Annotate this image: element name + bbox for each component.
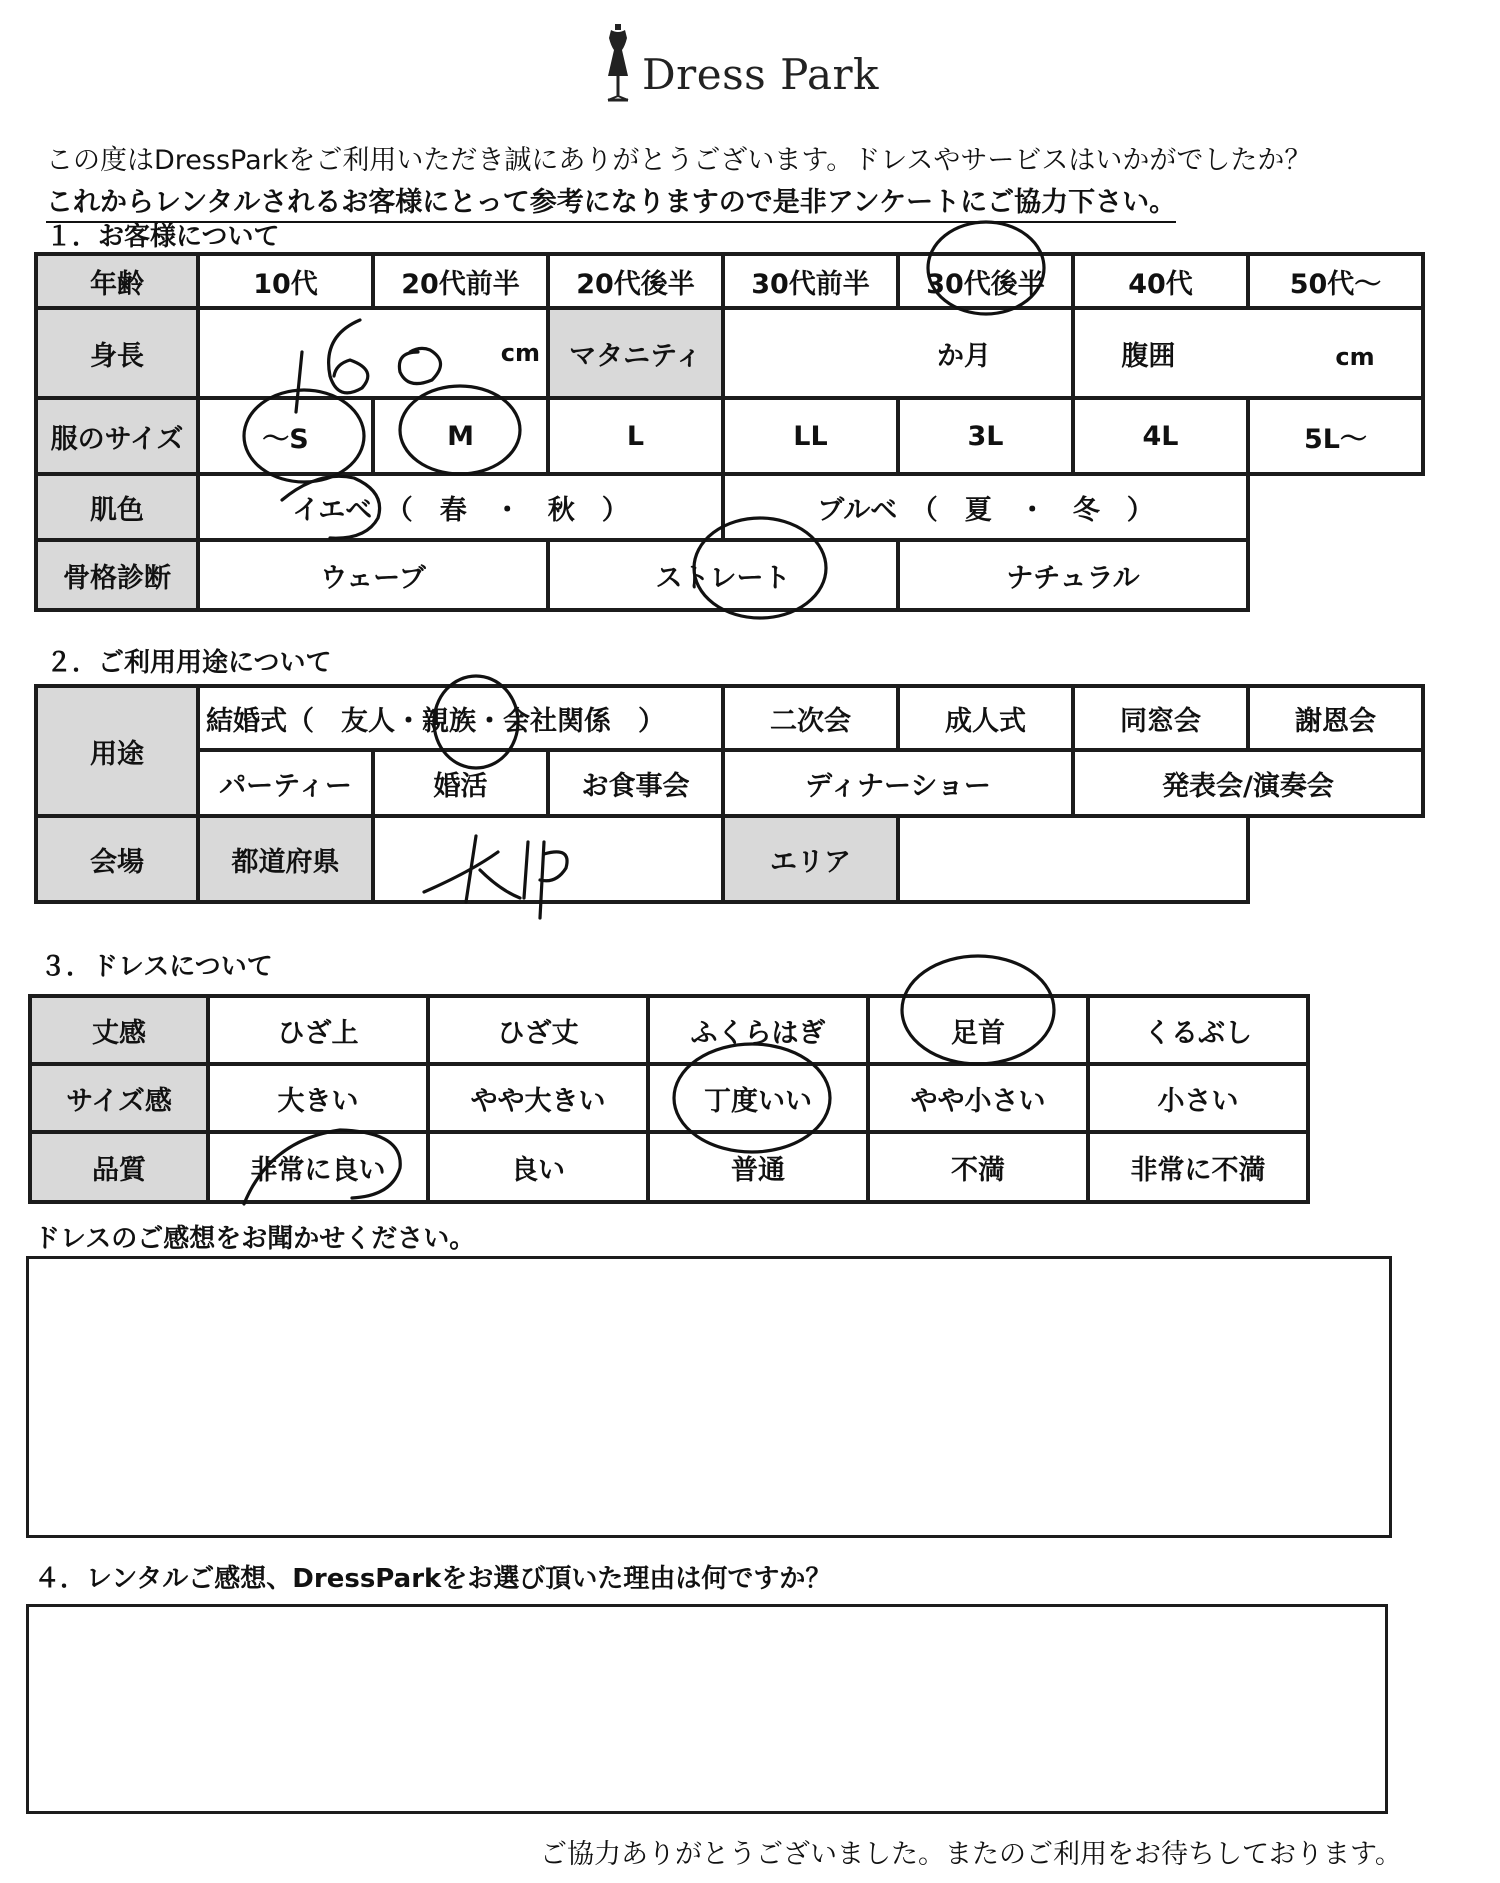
purpose-header: 用途	[36, 686, 198, 816]
age-option-10s[interactable]: 10代	[198, 254, 373, 308]
purpose-option-after-party[interactable]: 二次会	[723, 686, 898, 750]
section3-title: ３．ドレスについて	[40, 952, 273, 982]
purpose-option-konkatsu[interactable]: 婚活	[373, 750, 548, 816]
purpose-option-reunion[interactable]: 同窓会	[1073, 686, 1248, 750]
frame-option-wave[interactable]: ウェーブ	[198, 540, 548, 610]
dress-form-logo-icon	[598, 24, 638, 104]
prefecture-field[interactable]	[373, 816, 723, 902]
age-option-40s[interactable]: 40代	[1073, 254, 1248, 308]
section1-title: １．お客様について	[46, 222, 280, 252]
fit-header: サイズ感	[30, 1064, 208, 1132]
fit-option-slightly-large[interactable]: やや大きい	[428, 1064, 648, 1132]
purpose-option-thanks-party[interactable]: 謝恩会	[1248, 686, 1423, 750]
purpose-option-dinner[interactable]: お食事会	[548, 750, 723, 816]
body-frame-header: 骨格診断	[36, 540, 198, 610]
age-header: 年齢	[36, 254, 198, 308]
age-option-early-30s[interactable]: 30代前半	[723, 254, 898, 308]
fit-option-just-right[interactable]: 丁度いい	[648, 1064, 868, 1132]
footer-thanks: ご協力ありがとうございました。またのご利用をお待ちしております。	[540, 1839, 1402, 1870]
skin-yellow-base-option[interactable]: イエベ （ 春 ・ 秋 ）	[198, 474, 723, 540]
age-option-early-20s[interactable]: 20代前半	[373, 254, 548, 308]
maternity-header: マタニティ	[548, 308, 723, 398]
fit-option-small[interactable]: 小さい	[1088, 1064, 1308, 1132]
purpose-option-party[interactable]: パーティー	[198, 750, 373, 816]
waist-label: 腹囲	[1121, 340, 1176, 372]
months-unit: か月	[937, 340, 991, 372]
size-option-3l[interactable]: 3L	[898, 398, 1073, 474]
age-option-50s[interactable]: 50代～	[1248, 254, 1423, 308]
quality-option-very-dissatisfied[interactable]: 非常に不満	[1088, 1132, 1308, 1202]
size-option-ll[interactable]: LL	[723, 398, 898, 474]
dress-comment-box[interactable]	[26, 1256, 1392, 1538]
brand-logo-text: Dress Park	[642, 50, 880, 99]
purpose-option-coming-of-age[interactable]: 成人式	[898, 686, 1073, 750]
age-option-late-30s[interactable]: 30代後半	[898, 254, 1073, 308]
intro-text-line2: これからレンタルされるお客様にとって参考になりますので是非アンケートにご協力下さい。	[46, 180, 1176, 223]
length-option-above-knee[interactable]: ひざ上	[208, 996, 428, 1064]
waist-field[interactable]	[1073, 308, 1423, 398]
quality-option-dissatisfied[interactable]: 不満	[868, 1132, 1088, 1202]
area-field[interactable]	[898, 816, 1248, 902]
size-option-m[interactable]: M	[373, 398, 548, 474]
length-option-knee[interactable]: ひざ丈	[428, 996, 648, 1064]
skin-blue-base-option[interactable]: ブルベ （ 夏 ・ 冬 ）	[723, 474, 1248, 540]
fit-option-slightly-small[interactable]: やや小さい	[868, 1064, 1088, 1132]
size-option-l[interactable]: L	[548, 398, 723, 474]
intro-text-line1: この度はDressParkをご利用いただき誠にありがとうございます。ドレスやサービスはいかがでしたか？	[46, 145, 1312, 176]
age-option-late-20s[interactable]: 20代後半	[548, 254, 723, 308]
dress-feedback-table	[28, 994, 1310, 1204]
length-header: 丈感	[30, 996, 208, 1064]
size-option-s[interactable]: ～S	[198, 398, 373, 474]
purpose-option-recital[interactable]: 発表会/演奏会	[1073, 750, 1423, 816]
purpose-option-dinner-show[interactable]: ディナーショー	[723, 750, 1073, 816]
skin-color-header: 肌色	[36, 474, 198, 540]
size-option-4l[interactable]: 4L	[1073, 398, 1248, 474]
length-option-calf[interactable]: ふくらはぎ	[648, 996, 868, 1064]
height-header: 身長	[36, 308, 198, 398]
fit-option-large[interactable]: 大きい	[208, 1064, 428, 1132]
quality-option-very-good[interactable]: 非常に良い	[208, 1132, 428, 1202]
venue-header: 会場	[36, 816, 198, 902]
frame-option-straight[interactable]: ストレート	[548, 540, 898, 610]
height-field[interactable]	[198, 308, 548, 398]
length-option-ankle[interactable]: 足首	[868, 996, 1088, 1064]
waist-unit: cm	[1335, 342, 1375, 371]
dress-comment-prompt: ドレスのご感想をお聞かせください。	[34, 1224, 476, 1254]
quality-option-good[interactable]: 良い	[428, 1132, 648, 1202]
quality-option-average[interactable]: 普通	[648, 1132, 868, 1202]
section4-title: ４．レンタルご感想、DressParkをお選び頂いた理由は何ですか？	[34, 1564, 832, 1594]
quality-header: 品質	[30, 1132, 208, 1202]
size-option-5l[interactable]: 5L～	[1248, 398, 1423, 474]
frame-option-natural[interactable]: ナチュラル	[898, 540, 1248, 610]
purpose-option-wedding[interactable]: 結婚式（ 友人・親族・会社関係 ）	[198, 686, 723, 750]
height-unit: cm	[500, 339, 540, 367]
length-option-ankle-bone[interactable]: くるぶし	[1088, 996, 1308, 1064]
usage-table	[34, 684, 1425, 904]
section2-title: ２．ご利用用途について	[46, 648, 332, 678]
prefecture-header: 都道府県	[198, 816, 373, 902]
size-header: 服のサイズ	[36, 398, 198, 474]
customer-info-table	[34, 252, 1425, 612]
rental-reason-box[interactable]	[26, 1604, 1388, 1814]
maternity-months-field[interactable]	[723, 308, 1073, 398]
area-header: エリア	[723, 816, 898, 902]
